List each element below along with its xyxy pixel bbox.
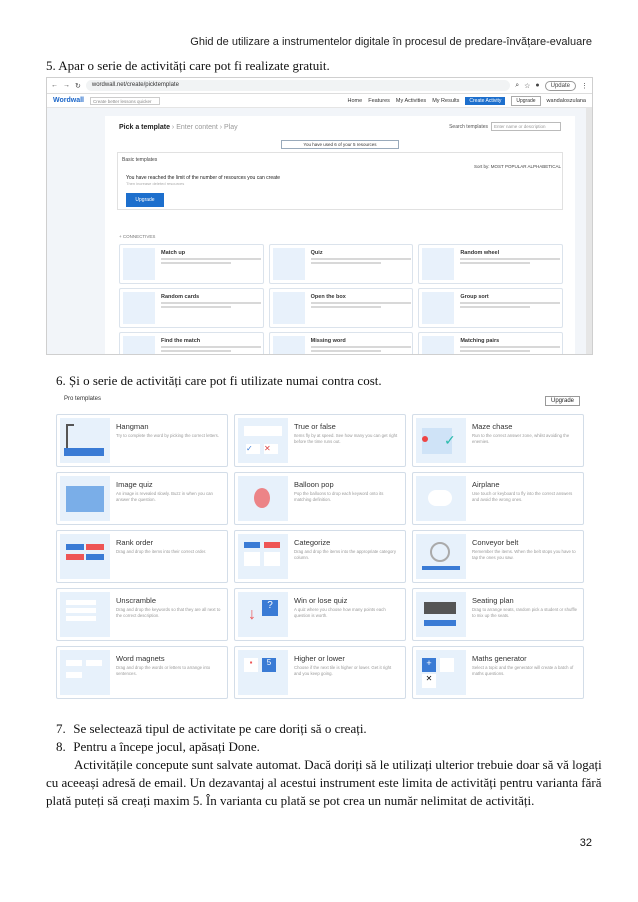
nav-my-activities[interactable]: My Activities <box>395 97 427 104</box>
pro-template-name: Maze chase <box>472 422 513 431</box>
categorize-thumbnail-icon <box>238 534 288 579</box>
search-icon[interactable]: ⌕ <box>515 81 520 89</box>
template-name: Open the box <box>310 294 346 300</box>
template-search-input[interactable]: Enter name or description <box>491 122 561 131</box>
pro-template-name: Hangman <box>116 422 149 431</box>
paragraph-line-3: plată puteți să creați maxim 5. În varianta cu plată se pot crea un număr nelimitat de activități. <box>46 793 535 808</box>
unscramble-thumbnail-icon <box>60 592 110 637</box>
template-picker <box>105 116 575 355</box>
forward-icon[interactable]: → <box>63 82 70 89</box>
pro-template-name: Balloon pop <box>294 480 334 489</box>
step-5: 5. Apar o serie de activități care pot fi realizate gratuit. <box>46 58 330 73</box>
pro-template-name: Airplane <box>472 480 500 489</box>
step-7-text: Se selectează tipul de activitate pe care doriți să o creați. <box>73 721 367 736</box>
scrollbar[interactable] <box>586 108 592 355</box>
group-sort-thumbnail <box>422 292 454 324</box>
pro-template-desc: Drag and drop the items into their correct order. <box>116 549 207 554</box>
template-card[interactable] <box>418 288 563 328</box>
breadcrumb-rest: › Enter content › Play <box>171 124 238 131</box>
pro-template-desc: Choose if the next tile is higher or lower. Get it right and you keep going. <box>294 665 392 676</box>
pro-template-card-rank-order[interactable] <box>56 530 228 583</box>
hangman-thumbnail-icon <box>60 418 110 463</box>
step-7-number: 7. <box>56 721 66 736</box>
pro-template-desc: Pop the balloons to drop each keyword onto its matching definition. <box>294 491 384 502</box>
template-name: Random cards <box>161 294 200 300</box>
pro-template-desc: Drag to arrange seats, random pick a student or shuffle to mix up the seats. <box>472 607 578 618</box>
step-8-number: 8. <box>56 739 66 754</box>
pro-template-card-balloon-pop[interactable] <box>234 472 406 525</box>
template-name: Match up <box>161 250 186 256</box>
template-name: Quiz <box>310 250 323 256</box>
pro-template-desc: Select a topic and the generator will create a batch of maths questions. <box>472 665 574 676</box>
breadcrumb <box>119 124 238 131</box>
pro-template-desc: Remember the items. When the belt stops you have to tap the ones you saw. <box>472 549 576 560</box>
limit-message: You have reached the limit of the number of resources you can create <box>126 175 281 181</box>
basic-templates-box <box>117 152 563 210</box>
template-card[interactable] <box>269 288 414 328</box>
pro-template-card-categorize[interactable] <box>234 530 406 583</box>
template-card[interactable] <box>269 332 414 355</box>
free-templates-grid <box>119 244 563 355</box>
maths-generator-thumbnail-icon: + ✕ <box>416 650 466 695</box>
update-button[interactable]: Update <box>545 81 576 91</box>
breadcrumb-active: Pick a template <box>119 124 170 131</box>
user-name[interactable]: wandaloszulana <box>546 97 586 104</box>
maze-chase-thumbnail-icon: ✓ <box>416 418 466 463</box>
pro-template-name: Seating plan <box>472 596 514 605</box>
pro-template-desc: Try to complete the word by picking the correct letters. <box>116 433 220 438</box>
usage-notice: You have used 6 of your 5 resources <box>281 140 399 149</box>
template-card[interactable] <box>119 332 264 355</box>
page-header: Ghid de utilizare a instrumentelor digitale în procesul de predare-învățare-evaluare <box>190 36 592 48</box>
reload-icon[interactable]: ↻ <box>75 82 81 90</box>
matching-pairs-thumbnail <box>422 336 454 355</box>
upgrade-button[interactable]: Upgrade <box>126 193 164 207</box>
match-up-thumbnail <box>123 248 155 280</box>
word-magnets-thumbnail-icon <box>60 650 110 695</box>
template-name: Missing word <box>310 338 346 344</box>
conveyor-belt-thumbnail-icon <box>416 534 466 579</box>
paragraph-line-2: cu aceeași adresă de email. Un dezavantaj al acestui instrument este limita de activități pentru varianta fără <box>46 775 602 790</box>
pro-templates-title: Pro templates <box>64 396 102 402</box>
pro-template-desc: An image is revealed slowly. Buzz in when you can answer the question. <box>116 491 213 502</box>
wordwall-screenshot-pro <box>56 392 584 710</box>
wordwall-screenshot-free <box>46 77 593 355</box>
back-icon[interactable]: ← <box>51 82 58 89</box>
upgrade-nav-button[interactable]: Upgrade <box>511 96 540 106</box>
pro-template-name: Image quiz <box>116 480 153 489</box>
template-card[interactable] <box>418 244 563 284</box>
sort-options[interactable]: Sort by: MOST POPULAR ALPHABETICAL <box>474 164 561 169</box>
win-or-lose-quiz-thumbnail-icon: ↓ ? <box>238 592 288 637</box>
step-7 <box>56 720 367 738</box>
seating-plan-thumbnail-icon <box>416 592 466 637</box>
pro-template-name: Categorize <box>294 538 331 547</box>
browser-bar <box>47 78 592 94</box>
pro-template-name: True or false <box>294 422 336 431</box>
paragraph-line-1: Activitățile concepute sunt salvate automat. Dacă doriți să le utilizați ulterior trebuie doar să vă logați <box>74 757 602 772</box>
pro-template-card-conveyor-belt[interactable] <box>412 530 584 583</box>
site-search-input[interactable]: Create better lessons quicker <box>90 97 160 105</box>
image-quiz-thumbnail-icon <box>60 476 110 521</box>
basic-templates-title: Basic templates <box>122 157 158 163</box>
pro-template-desc: Drag and drop the items into the appropriate category column. <box>294 549 396 560</box>
step-8 <box>56 738 260 756</box>
step-8-text: Pentru a începe jocul, apăsați Done. <box>73 739 260 754</box>
balloon-pop-thumbnail-icon <box>238 476 288 521</box>
pro-template-card-seating-plan[interactable] <box>412 588 584 641</box>
true-or-false-thumbnail-icon: ✓ ✕ <box>238 418 288 463</box>
nav-home[interactable]: Home <box>347 97 363 104</box>
pro-template-card-word-magnets[interactable] <box>56 646 228 699</box>
pro-template-desc: Items fly by at speed. See how many you can get right before the time runs out. <box>294 433 398 444</box>
random-cards-thumbnail <box>123 292 155 324</box>
pro-upgrade-button[interactable]: Upgrade <box>545 396 580 406</box>
pro-template-desc: A quiz where you choose how many points each question is worth. <box>294 607 386 618</box>
pro-template-card-airplane[interactable] <box>412 472 584 525</box>
pro-template-name: Conveyor belt <box>472 538 519 547</box>
template-name: Matching pairs <box>460 338 500 344</box>
pro-template-desc: Use touch or keyboard to fly into the correct answers and avoid the wrong ones. <box>472 491 573 502</box>
missing-word-thumbnail <box>273 336 305 355</box>
template-card[interactable] <box>119 288 264 328</box>
pro-template-card-image-quiz[interactable] <box>56 472 228 525</box>
pro-template-card-unscramble[interactable] <box>56 588 228 641</box>
template-name: Random wheel <box>460 250 500 256</box>
pro-templates-grid <box>56 414 584 699</box>
pro-template-card-maze-chase[interactable] <box>412 414 584 467</box>
higher-or-lower-thumbnail-icon: ▪ 5 <box>238 650 288 695</box>
airplane-thumbnail-icon <box>416 476 466 521</box>
pro-template-card-higher-or-lower[interactable] <box>234 646 406 699</box>
template-card[interactable] <box>418 332 563 355</box>
nav-my-results[interactable]: My Results <box>432 97 460 104</box>
star-icon[interactable]: ☆ <box>524 82 531 90</box>
template-card[interactable] <box>269 244 414 284</box>
template-search <box>449 122 561 131</box>
rank-order-thumbnail-icon <box>60 534 110 579</box>
limit-subtext: Then increase deleted resources <box>126 181 185 186</box>
find-the-match-thumbnail <box>123 336 155 355</box>
wordwall-logo[interactable]: Wordwall <box>53 97 84 104</box>
pro-template-name: Word magnets <box>116 654 165 663</box>
pro-template-card-maths-generator[interactable] <box>412 646 584 699</box>
template-name: Find the match <box>161 338 201 344</box>
open-the-box-thumbnail <box>273 292 305 324</box>
address-bar[interactable]: wordwall.net/create/picktemplate <box>86 80 510 91</box>
step-6: 6. Și o serie de activități care pot fi utilizate numai contra cost. <box>56 373 382 388</box>
quiz-thumbnail <box>273 248 305 280</box>
pro-template-name: Maths generator <box>472 654 527 663</box>
pro-template-card-true-or-false[interactable] <box>234 414 406 467</box>
wordwall-nav <box>47 94 592 108</box>
pro-template-desc: Run to the correct answer zone, whilst avoiding the enemies. <box>472 433 570 444</box>
menu-icon[interactable]: ⋮ <box>581 82 588 90</box>
avatar[interactable]: ● <box>535 82 540 89</box>
pro-template-card-win-or-lose-quiz[interactable] <box>234 588 406 641</box>
nav-features[interactable]: Features <box>368 97 390 104</box>
pro-template-name: Rank order <box>116 538 154 547</box>
random-wheel-thumbnail <box>422 248 454 280</box>
page-number: 32 <box>579 837 592 849</box>
search-label: Search templates <box>449 123 488 130</box>
pro-template-card-hangman[interactable] <box>56 414 228 467</box>
connectives-label[interactable]: + CONNECTIVES <box>119 234 156 239</box>
create-activity-button[interactable]: Create Activity <box>465 97 505 105</box>
pro-template-name: Unscramble <box>116 596 157 605</box>
pro-template-desc: Drag and drop the keywords so that they are all next to the correct description. <box>116 607 221 618</box>
pro-template-desc: Drag and drop the words or letters to arrange into sentences. <box>116 665 211 676</box>
pro-template-name: Higher or lower <box>294 654 345 663</box>
pro-template-name: Win or lose quiz <box>294 596 348 605</box>
template-name: Group sort <box>460 294 489 300</box>
template-card[interactable] <box>119 244 264 284</box>
